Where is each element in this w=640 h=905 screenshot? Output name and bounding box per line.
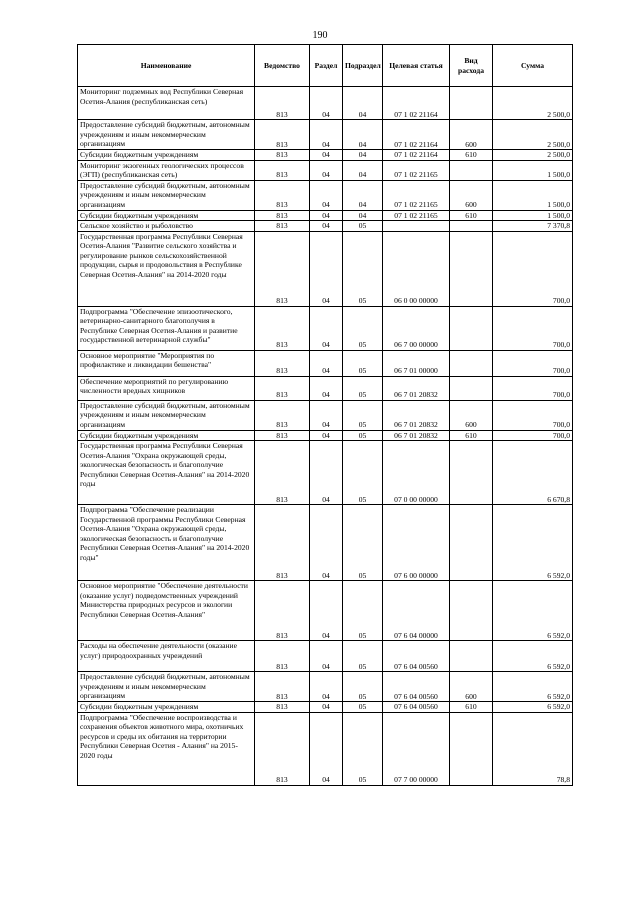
row-vedomstvo: 813 <box>255 210 310 221</box>
row-tselevaya-statya: 07 6 04 00000 <box>383 581 450 641</box>
row-tselevaya-statya: 07 1 02 21164 <box>383 150 450 161</box>
row-vid-raskhoda <box>450 350 493 376</box>
row-tselevaya-statya: 06 7 01 00000 <box>383 350 450 376</box>
row-vedomstvo: 813 <box>255 581 310 641</box>
table-row <box>78 376 573 400</box>
row-vid-raskhoda <box>450 505 493 581</box>
header-podrazdel: Подраздел <box>343 45 383 87</box>
page-number: 190 <box>312 30 328 41</box>
row-vedomstvo: 813 <box>255 441 310 505</box>
row-podrazdel: 04 <box>343 160 383 180</box>
table-row <box>78 581 573 641</box>
row-tselevaya-statya: 07 7 00 00000 <box>383 712 450 785</box>
row-vid-raskhoda <box>450 306 493 350</box>
row-name: Основное мероприятие "Обеспечение деятельности (оказание услуг) подведомственных учреждений Министерства природных ресурсов и экологии Республики Северная Осетия-Алания" <box>78 581 255 641</box>
row-podrazdel: 05 <box>343 231 383 306</box>
row-tselevaya-statya: 07 1 02 21165 <box>383 160 450 180</box>
row-name: Подпрограмма "Обеспечение реализации Государственной программы Республики Северная Осетия-Алания "Охрана окружающей среды, экологическая безопасность и благополучие Республики Северная Осетия-Алания" на 2014-2020 годы" <box>78 505 255 581</box>
row-razdel: 04 <box>310 150 343 161</box>
table-row <box>78 221 573 232</box>
row-name: Сельское хозяйство и рыболовство <box>78 221 255 232</box>
table-row <box>78 430 573 441</box>
row-summa: 2 500,0 <box>493 87 573 120</box>
row-razdel: 04 <box>310 180 343 210</box>
row-summa: 700,0 <box>493 350 573 376</box>
row-name: Подпрограмма "Обеспечение воспроизводства и сохранения объектов животного мира, охотничьих ресурсов и среды их обитания на территории Республики Северная Осетия - Алания" на 2015-2020 годы <box>78 712 255 785</box>
row-name: Субсидии бюджетным учреждениям <box>78 150 255 161</box>
table-row <box>78 150 573 161</box>
row-vedomstvo: 813 <box>255 221 310 232</box>
row-podrazdel: 04 <box>343 120 383 150</box>
row-name: Расходы на обеспечение деятельности (оказание услуг) природоохранных учреждений <box>78 641 255 672</box>
row-razdel: 04 <box>310 376 343 400</box>
row-vid-raskhoda <box>450 160 493 180</box>
row-vedomstvo: 813 <box>255 430 310 441</box>
row-razdel: 04 <box>310 120 343 150</box>
row-vedomstvo: 813 <box>255 150 310 161</box>
row-tselevaya-statya: 07 1 02 21164 <box>383 87 450 120</box>
row-podrazdel: 05 <box>343 505 383 581</box>
row-razdel: 04 <box>310 505 343 581</box>
row-name: Предоставление субсидий бюджетным, автономным учреждениям и иным некоммерческим организациям <box>78 672 255 702</box>
row-vedomstvo: 813 <box>255 87 310 120</box>
row-vid-raskhoda: 610 <box>450 210 493 221</box>
table-row <box>78 210 573 221</box>
row-vedomstvo: 813 <box>255 400 310 430</box>
row-vedomstvo: 813 <box>255 180 310 210</box>
row-name: Субсидии бюджетным учреждениям <box>78 430 255 441</box>
row-vedomstvo: 813 <box>255 672 310 702</box>
row-summa: 1 500,0 <box>493 160 573 180</box>
row-vedomstvo: 813 <box>255 702 310 713</box>
row-razdel: 04 <box>310 87 343 120</box>
row-tselevaya-statya: 07 6 00 00000 <box>383 505 450 581</box>
row-razdel: 04 <box>310 641 343 672</box>
table-row <box>78 702 573 713</box>
row-vid-raskhoda: 610 <box>450 150 493 161</box>
row-tselevaya-statya: 06 7 01 20832 <box>383 430 450 441</box>
table-row <box>78 306 573 350</box>
row-summa: 7 370,8 <box>493 221 573 232</box>
row-summa: 700,0 <box>493 430 573 441</box>
table-row <box>78 160 573 180</box>
row-summa: 700,0 <box>493 231 573 306</box>
row-vid-raskhoda <box>450 376 493 400</box>
row-razdel: 04 <box>310 400 343 430</box>
table-row <box>78 712 573 785</box>
row-summa: 700,0 <box>493 306 573 350</box>
row-vid-raskhoda <box>450 581 493 641</box>
row-razdel: 04 <box>310 221 343 232</box>
row-vid-raskhoda: 600 <box>450 400 493 430</box>
header-tselevaya-statya: Целевая статья <box>383 45 450 87</box>
row-razdel: 04 <box>310 160 343 180</box>
row-name: Предоставление субсидий бюджетным, автономным учреждениям и иным некоммерческим организациям <box>78 180 255 210</box>
row-summa: 700,0 <box>493 400 573 430</box>
row-name: Предоставление субсидий бюджетным, автономным учреждениям и иным некоммерческим организациям <box>78 400 255 430</box>
table-row <box>78 180 573 210</box>
header-vedomstvo: Ведомство <box>255 45 310 87</box>
row-name: Субсидии бюджетным учреждениям <box>78 210 255 221</box>
row-podrazdel: 05 <box>343 702 383 713</box>
row-podrazdel: 05 <box>343 441 383 505</box>
row-name: Подпрограмма "Обеспечение эпизоотического, ветеринарно-санитарного благополучия в Республике Северная Осетия-Алания и развитие государственной ветеринарной службы" <box>78 306 255 350</box>
table-row <box>78 87 573 120</box>
row-vid-raskhoda <box>450 221 493 232</box>
row-razdel: 04 <box>310 306 343 350</box>
row-summa: 6 592,0 <box>493 641 573 672</box>
budget-table <box>77 44 573 786</box>
row-summa: 1 500,0 <box>493 210 573 221</box>
row-razdel: 04 <box>310 430 343 441</box>
row-podrazdel: 05 <box>343 221 383 232</box>
row-name: Основное мероприятие "Мероприятия по профилактике и ликвидации бешенства" <box>78 350 255 376</box>
row-vedomstvo: 813 <box>255 120 310 150</box>
table-row <box>78 231 573 306</box>
row-tselevaya-statya: 07 1 02 21165 <box>383 180 450 210</box>
table-row <box>78 350 573 376</box>
row-name: Субсидии бюджетным учреждениям <box>78 702 255 713</box>
row-vid-raskhoda <box>450 231 493 306</box>
table-row <box>78 120 573 150</box>
row-name: Государственная программа Республики Северная Осетия-Алания "Развитие сельского хозяйства и регулирование рынков сельскохозяйственной продукции, сырья и продовольствия в Республике Северная Осетия-Алания" на 2014-2020 годы <box>78 231 255 306</box>
row-summa: 2 500,0 <box>493 120 573 150</box>
row-podrazdel: 05 <box>343 581 383 641</box>
row-podrazdel: 05 <box>343 712 383 785</box>
header-razdel: Раздел <box>310 45 343 87</box>
row-vid-raskhoda <box>450 641 493 672</box>
row-podrazdel: 04 <box>343 150 383 161</box>
row-summa: 6 670,8 <box>493 441 573 505</box>
row-razdel: 04 <box>310 441 343 505</box>
row-vid-raskhoda: 600 <box>450 672 493 702</box>
row-razdel: 04 <box>310 581 343 641</box>
row-summa: 78,8 <box>493 712 573 785</box>
row-summa: 1 500,0 <box>493 180 573 210</box>
row-razdel: 04 <box>310 210 343 221</box>
row-name: Государственная программа Республики Северная Осетия-Алания "Охрана окружающей среды, экологическая безопасность и благополучие Республики Северная Осетия-Алания" на 2014-2020 годы <box>78 441 255 505</box>
row-vedomstvo: 813 <box>255 350 310 376</box>
table-row <box>78 441 573 505</box>
row-tselevaya-statya: 06 7 00 00000 <box>383 306 450 350</box>
row-summa: 6 592,0 <box>493 702 573 713</box>
row-vedomstvo: 813 <box>255 160 310 180</box>
header-vid-raskhoda: Вид расхода <box>450 45 493 87</box>
row-summa: 6 592,0 <box>493 672 573 702</box>
row-podrazdel: 05 <box>343 672 383 702</box>
row-razdel: 04 <box>310 702 343 713</box>
row-tselevaya-statya: 06 7 01 20832 <box>383 376 450 400</box>
row-podrazdel: 04 <box>343 87 383 120</box>
table-row <box>78 400 573 430</box>
row-podrazdel: 05 <box>343 430 383 441</box>
row-razdel: 04 <box>310 712 343 785</box>
row-tselevaya-statya: 06 7 01 20832 <box>383 400 450 430</box>
row-podrazdel: 04 <box>343 210 383 221</box>
row-summa: 700,0 <box>493 376 573 400</box>
row-tselevaya-statya: 06 0 00 00000 <box>383 231 450 306</box>
row-vedomstvo: 813 <box>255 505 310 581</box>
row-tselevaya-statya: 07 1 02 21164 <box>383 120 450 150</box>
row-vedomstvo: 813 <box>255 306 310 350</box>
row-podrazdel: 04 <box>343 180 383 210</box>
table-body <box>78 87 573 786</box>
row-podrazdel: 05 <box>343 350 383 376</box>
row-vedomstvo: 813 <box>255 376 310 400</box>
row-razdel: 04 <box>310 350 343 376</box>
row-vid-raskhoda <box>450 87 493 120</box>
row-vid-raskhoda: 610 <box>450 430 493 441</box>
header-summa: Сумма <box>493 45 573 87</box>
row-tselevaya-statya: 07 6 04 00560 <box>383 641 450 672</box>
row-vid-raskhoda <box>450 441 493 505</box>
row-vid-raskhoda: 600 <box>450 120 493 150</box>
row-vedomstvo: 813 <box>255 712 310 785</box>
row-vid-raskhoda <box>450 712 493 785</box>
row-vedomstvo: 813 <box>255 641 310 672</box>
table-row <box>78 672 573 702</box>
row-podrazdel: 05 <box>343 376 383 400</box>
header-row <box>78 45 573 87</box>
row-podrazdel: 05 <box>343 306 383 350</box>
row-podrazdel: 05 <box>343 400 383 430</box>
header-name: Наименование <box>78 45 255 87</box>
row-summa: 6 592,0 <box>493 505 573 581</box>
row-razdel: 04 <box>310 672 343 702</box>
table-row <box>78 505 573 581</box>
row-tselevaya-statya: 07 6 04 00560 <box>383 702 450 713</box>
row-name: Обеспечение мероприятий по регулированию численности вредных хищников <box>78 376 255 400</box>
row-name: Мониторинг подземных вод Республики Северная Осетия-Алания (республиканская сеть) <box>78 87 255 120</box>
row-summa: 6 592,0 <box>493 581 573 641</box>
row-tselevaya-statya: 07 0 00 00000 <box>383 441 450 505</box>
row-tselevaya-statya: 07 6 04 00560 <box>383 672 450 702</box>
row-podrazdel: 05 <box>343 641 383 672</box>
row-razdel: 04 <box>310 231 343 306</box>
row-vid-raskhoda: 610 <box>450 702 493 713</box>
row-tselevaya-statya: 07 1 02 21165 <box>383 210 450 221</box>
row-tselevaya-statya <box>383 221 450 232</box>
row-vid-raskhoda: 600 <box>450 180 493 210</box>
table-row <box>78 641 573 672</box>
row-name: Мониторинг экзогенных геологических процессов (ЭГП) (республиканская сеть) <box>78 160 255 180</box>
row-name: Предоставление субсидий бюджетным, автономным учреждениям и иным некоммерческим организациям <box>78 120 255 150</box>
row-summa: 2 500,0 <box>493 150 573 161</box>
row-vedomstvo: 813 <box>255 231 310 306</box>
